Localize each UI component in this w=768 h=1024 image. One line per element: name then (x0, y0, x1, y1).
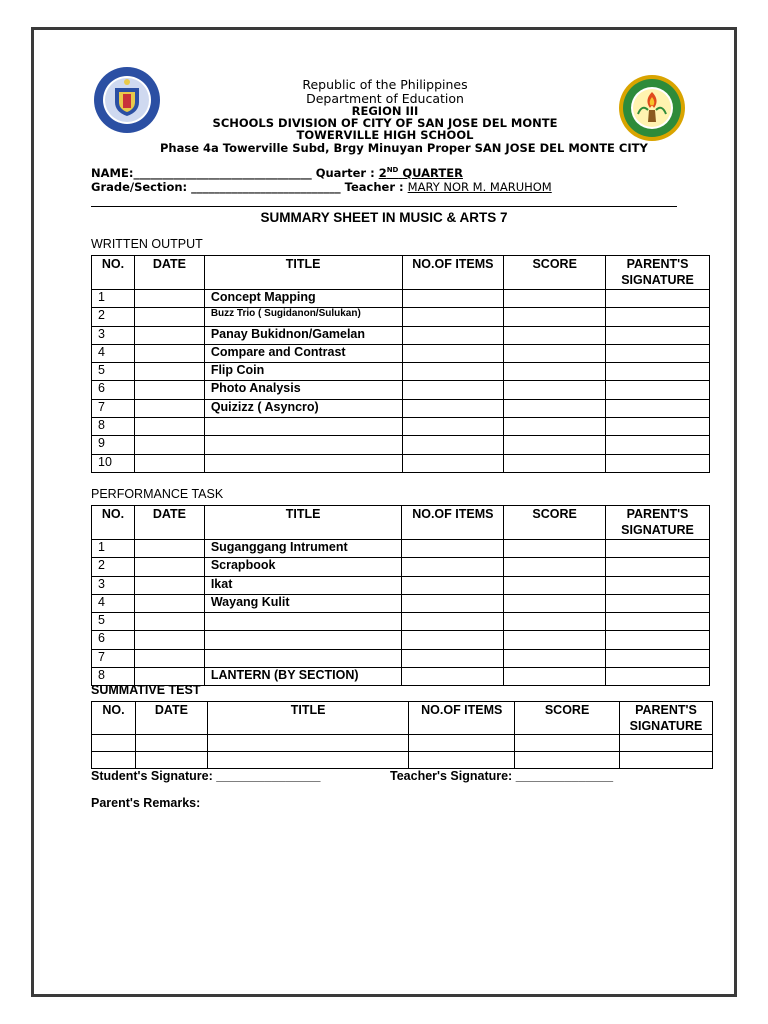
table-row (92, 290, 710, 308)
cell-col-title: Wayang Kulit (204, 594, 402, 612)
header-col-score: SCORE (515, 702, 620, 735)
table-row (92, 326, 710, 344)
table-row (92, 558, 710, 576)
cell-col-parent-signature[interactable] (606, 381, 710, 399)
cell-col-date[interactable] (135, 735, 207, 752)
cell-col-no: 3 (92, 576, 135, 594)
cell-col-items[interactable] (402, 344, 504, 362)
table-row (92, 576, 710, 594)
cell-col-date[interactable] (134, 436, 204, 454)
cell-col-title: Suganggang Intrument (204, 540, 402, 558)
cell-col-score[interactable] (504, 363, 606, 381)
cell-col-title[interactable] (204, 631, 402, 649)
header-col-no: NO. (92, 256, 135, 290)
cell-col-score[interactable] (504, 668, 606, 686)
cell-col-no: 3 (92, 326, 135, 344)
cell-col-no: 5 (92, 613, 135, 631)
header-col-title: TITLE (204, 256, 402, 290)
cell-col-parent-signature[interactable] (606, 594, 710, 612)
cell-col-title: Buzz Trio ( Sugidanon/Sulukan) (204, 308, 402, 326)
cell-col-parent-signature[interactable] (606, 454, 710, 472)
header-col-parent-signature: PARENT'S SIGNATURE (606, 256, 710, 290)
cell-col-score[interactable] (504, 454, 606, 472)
cell-col-items[interactable] (402, 594, 504, 612)
cell-col-items[interactable] (402, 613, 504, 631)
cell-col-date[interactable] (134, 363, 204, 381)
cell-col-parent-signature[interactable] (606, 399, 710, 417)
cell-col-title[interactable] (204, 613, 402, 631)
cell-col-no: 10 (92, 454, 135, 472)
cell-col-title: Scrapbook (204, 558, 402, 576)
cell-col-parent-signature[interactable] (606, 363, 710, 381)
name-label: NAME: (91, 166, 134, 180)
cell-col-score[interactable] (504, 418, 606, 436)
header-department: Department of Education (306, 91, 464, 106)
cell-col-title[interactable] (204, 436, 402, 454)
cell-col-parent-signature[interactable] (606, 436, 710, 454)
table-row (92, 735, 713, 752)
header-col-parent-signature: PARENT'S SIGNATURE (619, 702, 712, 735)
table-row (92, 381, 710, 399)
cell-col-title[interactable] (204, 454, 402, 472)
cell-col-title: Flip Coin (204, 363, 402, 381)
cell-col-items[interactable] (402, 363, 504, 381)
cell-col-items[interactable] (402, 558, 504, 576)
header-col-parent-signature: PARENT'S SIGNATURE (606, 506, 710, 540)
cell-col-score[interactable] (504, 308, 606, 326)
cell-col-title[interactable] (204, 649, 402, 667)
header-division: SCHOOLS DIVISION OF CITY OF SAN JOSE DEL MONTE (212, 116, 558, 130)
header-col-date: DATE (134, 256, 204, 290)
header-col-items: NO.OF ITEMS (402, 256, 504, 290)
cell-col-no[interactable] (92, 735, 136, 752)
quarter-number: 2 (378, 166, 387, 180)
cell-col-parent-signature[interactable] (606, 631, 710, 649)
cell-col-score[interactable] (504, 649, 606, 667)
cell-col-title[interactable] (204, 418, 402, 436)
cell-col-score[interactable] (504, 326, 606, 344)
table-row (92, 631, 710, 649)
performance-task-label: PERFORMANCE TASK (91, 487, 224, 501)
table-row (92, 418, 710, 436)
cell-col-title: Photo Analysis (204, 381, 402, 399)
cell-col-date[interactable] (134, 576, 204, 594)
cell-col-title: Compare and Contrast (204, 344, 402, 362)
header-divider (91, 206, 677, 207)
written-output-label: WRITTEN OUTPUT (91, 237, 203, 251)
table-row (92, 344, 710, 362)
cell-col-parent-signature[interactable] (606, 326, 710, 344)
name-field[interactable]: _______________________________ (133, 166, 312, 180)
cell-col-items[interactable] (402, 381, 504, 399)
cell-col-score[interactable] (504, 576, 606, 594)
cell-col-date[interactable] (134, 631, 204, 649)
name-quarter-line (91, 166, 463, 180)
cell-col-score[interactable] (504, 399, 606, 417)
table-row (92, 594, 710, 612)
header-col-score: SCORE (504, 256, 606, 290)
cell-col-title: Panay Bukidnon/Gamelan (204, 326, 402, 344)
cell-col-no: 8 (92, 668, 135, 686)
header-school: TOWERVILLE HIGH SCHOOL (296, 128, 474, 142)
cell-col-parent-signature[interactable] (606, 558, 710, 576)
cell-col-items[interactable] (402, 649, 504, 667)
cell-col-score[interactable] (504, 631, 606, 649)
cell-col-items[interactable] (402, 308, 504, 326)
table-row (92, 454, 710, 472)
header-col-title: TITLE (207, 702, 409, 735)
cell-col-no: 2 (92, 308, 135, 326)
quarter-word: QUARTER (402, 166, 463, 180)
teacher-signature-line[interactable]: Teacher's Signature: ______________ (390, 769, 614, 783)
cell-col-parent-signature[interactable] (606, 308, 710, 326)
cell-col-date[interactable] (134, 308, 204, 326)
summative-test-table (91, 701, 713, 769)
student-signature-line[interactable]: Student's Signature: _______________ (91, 769, 321, 783)
cell-col-parent-signature[interactable] (606, 418, 710, 436)
header-col-title: TITLE (204, 506, 402, 540)
table-row (92, 436, 710, 454)
cell-col-items[interactable] (402, 326, 504, 344)
cell-col-score[interactable] (504, 290, 606, 308)
performance-task-table (91, 505, 710, 686)
table-row (92, 540, 710, 558)
header-address: Phase 4a Towerville Subd, Brgy Minuyan Proper SAN JOSE DEL MONTE CITY (160, 141, 648, 155)
table-row (92, 752, 713, 769)
cell-col-date[interactable] (134, 418, 204, 436)
cell-col-date[interactable] (134, 540, 204, 558)
cell-col-no: 2 (92, 558, 135, 576)
cell-col-date[interactable] (134, 649, 204, 667)
cell-col-items[interactable] (402, 631, 504, 649)
header-col-score: SCORE (504, 506, 606, 540)
cell-col-date[interactable] (134, 594, 204, 612)
table-row (92, 399, 710, 417)
cell-col-no: 8 (92, 418, 135, 436)
cell-col-date[interactable] (134, 399, 204, 417)
cell-col-items[interactable] (409, 752, 515, 769)
grade-teacher-line (91, 180, 552, 194)
cell-col-items[interactable] (402, 418, 504, 436)
cell-col-title: Concept Mapping (204, 290, 402, 308)
cell-col-score[interactable] (504, 344, 606, 362)
cell-col-no: 7 (92, 399, 135, 417)
table-row (92, 613, 710, 631)
parent-remarks-label: Parent's Remarks: (91, 796, 201, 810)
header-col-items: NO.OF ITEMS (402, 506, 504, 540)
cell-col-title: Quizizz ( Asyncro) (204, 399, 402, 417)
cell-col-no: 6 (92, 631, 135, 649)
cell-col-title: LANTERN (BY SECTION) (204, 668, 402, 686)
grade-field[interactable]: __________________________ (191, 180, 341, 194)
cell-col-date[interactable] (134, 558, 204, 576)
table-header-row (92, 506, 710, 540)
towerville-seal-logo (618, 74, 686, 142)
cell-col-no[interactable] (92, 752, 136, 769)
cell-col-date[interactable] (134, 326, 204, 344)
cell-col-date[interactable] (134, 290, 204, 308)
cell-col-items[interactable] (402, 290, 504, 308)
header-col-no: NO. (92, 702, 136, 735)
cell-col-items[interactable] (402, 436, 504, 454)
cell-col-title[interactable] (207, 752, 409, 769)
cell-col-title[interactable] (207, 735, 409, 752)
quarter-suffix: ND (386, 166, 399, 174)
quarter-label: Quarter : (315, 166, 375, 180)
cell-col-date[interactable] (134, 344, 204, 362)
cell-col-date[interactable] (134, 613, 204, 631)
cell-col-no: 4 (92, 344, 135, 362)
cell-col-title: Ikat (204, 576, 402, 594)
cell-col-parent-signature[interactable] (606, 344, 710, 362)
cell-col-score[interactable] (515, 735, 620, 752)
header-col-date: DATE (134, 506, 204, 540)
header-col-no: NO. (92, 506, 135, 540)
table-row (92, 363, 710, 381)
cell-col-parent-signature[interactable] (619, 735, 712, 752)
table-header-row (92, 702, 713, 735)
cell-col-items[interactable] (402, 540, 504, 558)
cell-col-date[interactable] (134, 454, 204, 472)
cell-col-items[interactable] (402, 454, 504, 472)
header-republic: Republic of the Philippines (302, 77, 468, 92)
teacher-label: Teacher : (344, 180, 404, 194)
header-col-items: NO.OF ITEMS (409, 702, 515, 735)
table-row (92, 308, 710, 326)
cell-col-parent-signature[interactable] (606, 668, 710, 686)
cell-col-score[interactable] (504, 558, 606, 576)
teacher-name: MARY NOR M. MARUHOM (407, 180, 552, 194)
table-row (92, 649, 710, 667)
cell-col-no: 1 (92, 540, 135, 558)
cell-col-no: 6 (92, 381, 135, 399)
cell-col-score[interactable] (504, 594, 606, 612)
cell-col-score[interactable] (504, 436, 606, 454)
cell-col-date[interactable] (134, 381, 204, 399)
table-header-row (92, 256, 710, 290)
cell-col-date[interactable] (135, 752, 207, 769)
sheet-title: SUMMARY SHEET IN MUSIC & ARTS 7 (260, 210, 508, 225)
grade-label: Grade/Section: (91, 180, 188, 194)
cell-col-items[interactable] (402, 399, 504, 417)
cell-col-parent-signature[interactable] (606, 540, 710, 558)
cell-col-no: 9 (92, 436, 135, 454)
cell-col-score[interactable] (515, 752, 620, 769)
cell-col-score[interactable] (504, 613, 606, 631)
deped-seal-logo (93, 66, 161, 134)
header-col-date: DATE (135, 702, 207, 735)
header-region: REGION III (351, 104, 419, 118)
cell-col-no: 5 (92, 363, 135, 381)
quarter-value (379, 166, 463, 180)
cell-col-no: 7 (92, 649, 135, 667)
cell-col-parent-signature[interactable] (606, 649, 710, 667)
cell-col-items[interactable] (402, 668, 504, 686)
cell-col-no: 4 (92, 594, 135, 612)
written-output-table (91, 255, 710, 473)
cell-col-score[interactable] (504, 540, 606, 558)
cell-col-parent-signature[interactable] (619, 752, 712, 769)
summative-test-label: SUMMATIVE TEST (91, 683, 201, 697)
cell-col-no: 1 (92, 290, 135, 308)
cell-col-items[interactable] (409, 735, 515, 752)
cell-col-items[interactable] (402, 576, 504, 594)
cell-col-parent-signature[interactable] (606, 613, 710, 631)
cell-col-parent-signature[interactable] (606, 290, 710, 308)
cell-col-score[interactable] (504, 381, 606, 399)
cell-col-parent-signature[interactable] (606, 576, 710, 594)
